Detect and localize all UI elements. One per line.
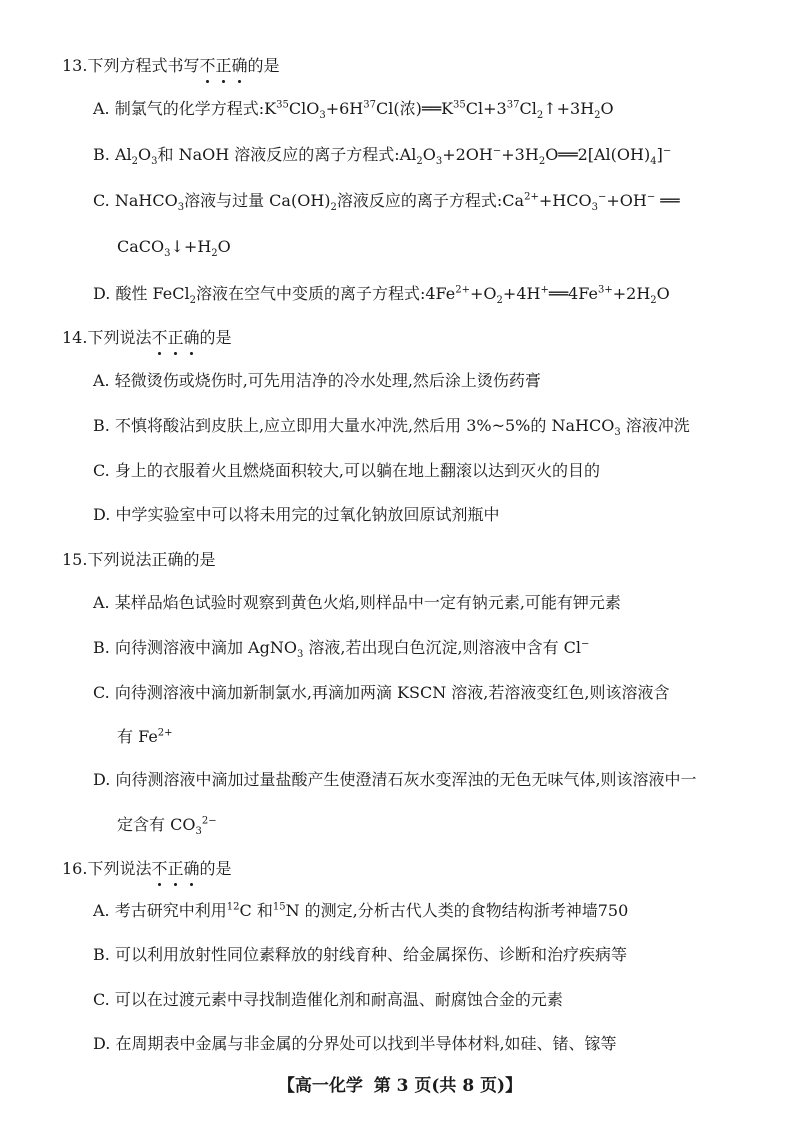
question-14-option-d: D. 中学实验室中可以将未用完的过氧化钠放回原试剂瓶中 [93, 505, 500, 524]
emphasis-char: 确 [231, 56, 248, 75]
question-14-stem: 14.下列说法不正确的是 [62, 328, 232, 347]
emphasis-char: 正 [167, 859, 184, 878]
question-16-option-c: C. 可以在过渡元素中寻找制造催化剂和耐高温、耐腐蚀合金的元素 [93, 990, 563, 1009]
footer-subject: 【高一化学 [277, 1076, 363, 1096]
emphasis-char: 正 [215, 56, 232, 75]
question-15-option-a: A. 某样品焰色试验时观察到黄色火焰,则样品中一定有钠元素,可能有钾元素 [93, 593, 621, 612]
question-number: 15. [62, 550, 88, 569]
question-15-option-d: D. 向待测溶液中滴加过量盐酸产生使澄清石灰水变浑浊的无色无味气体,则该溶液中一 [93, 770, 697, 789]
emphasis-char: 确 [183, 859, 200, 878]
question-15-option-c: C. 向待测溶液中滴加新制氯水,再滴加两滴 KSCN 溶液,若溶液变红色,则该溶液含 [93, 683, 670, 702]
emphasis-char: 不 [199, 56, 216, 75]
question-13-option-c-continued: $CaCO_3↓+H_2O$ [117, 237, 231, 260]
footer-page-number: 第 3 页(共 8 页)】 [373, 1076, 523, 1096]
question-14-option-b: B. 不慎将酸沾到皮肤上,应立即用大量水冲洗,然后用 3%~5%的 NaHCO$_3$ 溶液冲洗 [93, 416, 690, 439]
page-footer [0, 1076, 800, 1096]
question-14-option-a: A. 轻微烫伤或烧伤时,可先用洁净的冷水处理,然后涂上烫伤药膏 [93, 371, 541, 390]
question-16-option-d: D. 在周期表中金属与非金属的分界处可以找到半导体材料,如硅、锗、镓等 [93, 1034, 617, 1053]
question-number: 16. [62, 859, 88, 878]
question-13-stem: 13.下列方程式书写不正确的是 [62, 56, 280, 75]
question-13-option-c: C. NaHCO$_3$溶液与过量 $Ca(OH)_2$溶液反应的离子方程式$:Ca^{2+}+HCO_3^-+OH^-$ ══ [93, 191, 680, 214]
question-15-option-b: B. 向待测溶液中滴加 AgNO$_3$ 溶液,若出现白色沉淀,则溶液中含有 Cl− [93, 638, 590, 661]
question-number: 14. [62, 328, 88, 347]
question-15-stem: 15.下列说法正确的是 [62, 550, 216, 569]
question-13-option-d: D. 酸性 FeCl$_2$溶液在空气中变质的离子方程式$:4Fe^{2+}+O_2+4H^+══4Fe^{3+}+2H_2O$ [93, 284, 670, 307]
emphasis-char: 正 [167, 328, 184, 347]
question-16-option-b: B. 可以利用放射性同位素释放的射线育种、给金属探伤、诊断和治疗疾病等 [93, 945, 627, 964]
question-16-option-a: A. 考古研究中利用$^{12}$C 和$^{15}$N 的测定,分析古代人类的食物结构浙考神墙750 [93, 901, 629, 920]
question-15-option-d-continued: 定含有 $CO_3^{2-}$ [117, 815, 217, 838]
emphasis-char: 不 [151, 859, 168, 878]
emphasis-char: 确 [183, 328, 200, 347]
question-14-option-c: C. 身上的衣服着火且燃烧面积较大,可以躺在地上翻滚以达到灭火的目的 [93, 461, 600, 480]
question-13-option-b: B. $Al_2O_3$和 NaOH 溶液反应的离子方程式$:Al_2O_3+2OH^-+3H_2O══2[Al(OH)_4]^-$ [93, 145, 672, 168]
question-15-option-c-continued: 有 $Fe^{2+}$ [117, 727, 173, 746]
question-13-option-a: A. 制氯气的化学方程式$:K^{35}ClO_3+6H^{37}Cl$(浓)$══K^{35}Cl+3^{37}Cl_2↑+3H_2O$ [93, 99, 614, 122]
emphasis-char: 不 [151, 328, 168, 347]
question-16-stem: 16.下列说法不正确的是 [62, 859, 232, 878]
question-number: 13. [62, 56, 88, 75]
